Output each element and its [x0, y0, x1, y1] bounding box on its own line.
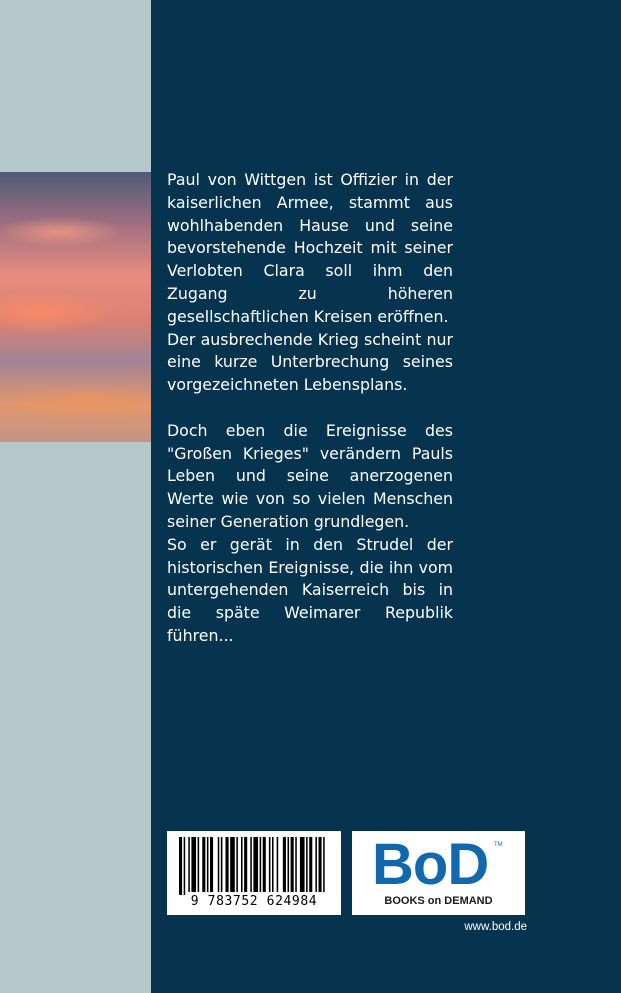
barcode-bar: [309, 837, 312, 892]
barcode-bar: [295, 837, 297, 892]
barcode-bar: [244, 837, 247, 892]
barcode-bar: [315, 837, 317, 892]
barcode-bar: [198, 837, 200, 892]
barcode-bar: [218, 837, 220, 892]
barcode-bar: [263, 837, 266, 892]
barcode-bar: [283, 837, 286, 892]
barcode-bar: [202, 837, 205, 892]
barcode-bar: [230, 837, 235, 892]
barcode-bar: [207, 837, 209, 892]
barcode-bar: [253, 837, 258, 892]
publisher-logo-box: [352, 831, 525, 915]
blurb-paragraph: Doch eben die Ereignisse des "Großen Krieges" verändern Pauls Leben und seine anerzogenen Werte wie von so vielen Menschen seiner Generation grundlegen.: [167, 420, 453, 531]
barcode-bar: [184, 837, 186, 895]
isbn-barcode: [167, 831, 341, 915]
barcode-bar: [277, 837, 279, 892]
publisher-website: www.bod.de: [464, 921, 527, 933]
barcode-bar: [188, 837, 190, 892]
barcode-bar: [323, 837, 325, 892]
barcode-bar: [226, 837, 229, 892]
barcode-bars: [167, 831, 341, 895]
barcode-bar: [306, 837, 308, 892]
barcode-bar: [260, 837, 262, 892]
blurb-paragraph: So er gerät in den Strudel der historischen Ereignisse, die ihn vom untergehenden Kaiserreich bis in die späte Weimarer Republik führen...: [167, 534, 453, 645]
blurb-paragraph: Paul von Wittgen ist Offizier in der kaiserlichen Armee, stammt aus wohlhabenden Hause und seine bevorstehende Hochzeit mit seiner Verlobten Clara soll ihm den Zugang zu höheren gesellschaftlichen Kreisen eröffnen.: [167, 170, 453, 326]
left-color-strip: [0, 0, 151, 993]
barcode-bar: [319, 837, 322, 892]
barcode-bar: [221, 837, 223, 892]
blurb-text: [167, 169, 453, 648]
barcode-bar: [191, 837, 196, 892]
publisher-tagline: BOOKS on DEMAND: [384, 895, 493, 907]
barcode-bar: [241, 837, 243, 892]
barcode-bar: [269, 837, 271, 892]
barcode-bar: [236, 837, 238, 892]
isbn-number: 9 783752 624984: [190, 894, 318, 909]
barcode-bar: [300, 837, 305, 892]
bod-logo: BoD: [372, 832, 489, 897]
barcode-bar: [179, 837, 182, 895]
barcode-bar: [291, 837, 294, 892]
trademark-mark: TM: [494, 842, 503, 848]
barcode-bar: [288, 837, 290, 892]
barcode-bar: [210, 837, 213, 892]
sunset-image: [0, 172, 151, 442]
barcode-bar: [272, 837, 274, 892]
blurb-paragraph: Der ausbrechende Krieg scheint nur eine kurze Unterbrechung seines vorgezeichneten Lebensplans.: [167, 329, 453, 395]
barcode-bar: [250, 837, 252, 892]
